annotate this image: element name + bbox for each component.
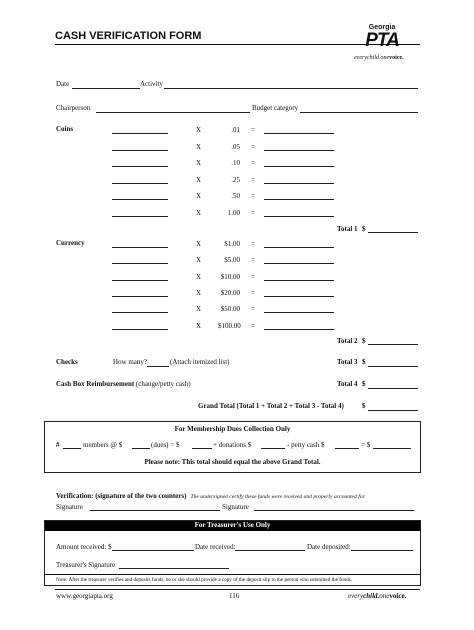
- coin-amount-field-4[interactable]: [264, 199, 334, 200]
- currency-times-3: X: [196, 288, 202, 297]
- cashbox-label-group: [56, 380, 191, 388]
- logo-georgia-text: Georgia: [368, 24, 396, 31]
- treasurer-signature-field[interactable]: [119, 568, 229, 569]
- coin-qty-field-4[interactable]: [112, 199, 168, 200]
- currency-denom-3: $20.00: [220, 288, 240, 297]
- currency-equals-5: =: [251, 321, 255, 330]
- date-received-field[interactable]: [235, 550, 305, 551]
- coin-times-4: X: [196, 192, 202, 200]
- coin-times-2: X: [196, 159, 202, 167]
- coin-equals-1: =: [251, 142, 255, 151]
- date-deposited-label: Date deposited:: [307, 543, 351, 551]
- total3-dollar: $: [362, 358, 366, 366]
- dues-amount-field[interactable]: [132, 448, 150, 449]
- members-count-field[interactable]: [63, 448, 81, 449]
- budget-category-label: Budget category: [252, 104, 299, 112]
- treasurer-box: [44, 520, 421, 586]
- verification-label: Verification: (signature of the two counters): [56, 492, 187, 500]
- currency-amount-field-0[interactable]: [264, 247, 334, 248]
- total2-field[interactable]: [368, 344, 418, 345]
- coin-qty-field-2[interactable]: [112, 166, 168, 167]
- date-deposited-field[interactable]: [351, 550, 413, 551]
- total3-field[interactable]: [368, 366, 418, 367]
- currency-amount-field-4[interactable]: [264, 312, 334, 313]
- cashbox-label: Cash Box Reimbursement: [56, 380, 135, 388]
- activity-label: Activity: [140, 80, 163, 88]
- date-label: Date: [56, 80, 70, 88]
- currency-denom-5: $100.00: [218, 321, 241, 330]
- total1-label: Total 1: [337, 225, 358, 233]
- currency-times-1: X: [196, 256, 202, 265]
- georgia-pta-logo: [352, 24, 418, 66]
- logo-tagline: everychild.onevoice.: [354, 55, 404, 61]
- currency-qty-field-5[interactable]: [112, 329, 168, 330]
- coin-amount-field-1[interactable]: [264, 150, 334, 151]
- signature1-label: Signature: [56, 503, 83, 511]
- coin-denom-5: 1.00: [227, 208, 240, 217]
- attach-list-note: (Attach itemized list): [170, 358, 230, 366]
- membership-title: For Membership Dues Collection Only: [174, 425, 291, 433]
- currency-qty-field-4[interactable]: [112, 312, 168, 313]
- total2-label: Total 2: [337, 337, 358, 345]
- coins-label: Coins: [56, 125, 74, 133]
- currency-qty-field-1[interactable]: [112, 263, 168, 264]
- logo-pta-text: PTA: [365, 30, 399, 51]
- petty-cash-label: - petty cash $: [287, 441, 325, 449]
- budget-category-field[interactable]: [300, 112, 418, 113]
- currency-times-5: X: [196, 321, 202, 330]
- footer-website: www.georgiapta.org: [56, 592, 113, 600]
- currency-denom-2: $10.00: [220, 272, 240, 281]
- checks-count-field[interactable]: [147, 366, 169, 367]
- coin-times-0: X: [196, 126, 202, 134]
- form-title: CASH VERIFICATION FORM: [55, 30, 202, 42]
- amount-received-label: Amount received: $: [56, 543, 112, 551]
- footer-rule: [55, 589, 420, 590]
- chairperson-field[interactable]: [96, 112, 250, 113]
- treasurer-title: For Treasurer's Use Only: [45, 521, 420, 531]
- coin-qty-field-1[interactable]: [112, 150, 168, 151]
- signature1-field[interactable]: [90, 510, 220, 511]
- coin-amount-field-0[interactable]: [264, 133, 334, 134]
- treasurer-signature-label: Treasurer's Signature: [56, 561, 116, 569]
- coin-equals-2: =: [251, 159, 255, 167]
- petty-cash-field[interactable]: [335, 448, 359, 449]
- dues-total-field[interactable]: [192, 448, 212, 449]
- coin-equals-0: =: [251, 126, 255, 134]
- membership-equals-label: = $: [361, 441, 371, 449]
- grand-total-field[interactable]: [368, 410, 418, 411]
- currency-amount-field-2[interactable]: [264, 280, 334, 281]
- checks-label: Checks: [56, 358, 78, 366]
- coin-qty-field-5[interactable]: [112, 216, 168, 217]
- currency-amount-field-3[interactable]: [264, 296, 334, 297]
- currency-label: Currency: [56, 239, 85, 247]
- how-many-label: How many?: [113, 358, 148, 366]
- coin-denom-0: .01: [231, 126, 240, 134]
- total1-dollar: $: [362, 225, 366, 233]
- total4-label: Total 4: [337, 380, 358, 388]
- coin-denom-1: .05: [231, 142, 240, 151]
- currency-qty-field-3[interactable]: [112, 296, 168, 297]
- currency-denom-4: $50.00: [220, 305, 240, 314]
- grand-total-dollar: $: [362, 402, 366, 410]
- coin-equals-4: =: [251, 192, 255, 200]
- date-received-label: Date received:: [195, 543, 236, 551]
- coin-times-5: X: [196, 208, 202, 217]
- currency-qty-field-0[interactable]: [112, 247, 168, 248]
- membership-note: Please note: This total should equal the above Grand Total.: [144, 458, 321, 466]
- donations-field[interactable]: [261, 448, 285, 449]
- amount-received-field[interactable]: [112, 550, 194, 551]
- total4-dollar: $: [362, 380, 366, 388]
- currency-times-0: X: [196, 240, 202, 248]
- coin-amount-field-2[interactable]: [264, 166, 334, 167]
- coin-denom-4: .50: [231, 192, 240, 200]
- footer-page-number: 116: [229, 592, 240, 600]
- donations-label: + donations $: [213, 441, 252, 449]
- verification-line: [56, 485, 366, 503]
- currency-equals-0: =: [251, 240, 255, 248]
- activity-field[interactable]: [164, 88, 418, 89]
- total3-label: Total 3: [337, 358, 358, 366]
- currency-equals-3: =: [251, 288, 255, 297]
- coin-denom-3: .25: [231, 175, 240, 184]
- date-field[interactable]: [72, 88, 140, 89]
- verification-statement: The undersigned certify these funds were received and properly accounted for.: [190, 494, 366, 500]
- grand-total-label: Grand Total (Total 1 + Total 2 + Total 3 - Total 4): [198, 402, 344, 410]
- total2-dollar: $: [362, 337, 366, 345]
- currency-times-4: X: [196, 305, 202, 314]
- total4-field[interactable]: [368, 388, 418, 389]
- currency-times-2: X: [196, 272, 202, 281]
- signature2-label: Signature: [222, 503, 249, 511]
- membership-hash: #: [56, 441, 60, 449]
- treasurer-note-divider: [45, 574, 420, 575]
- currency-equals-1: =: [251, 256, 255, 265]
- coin-qty-field-3[interactable]: [112, 183, 168, 184]
- currency-amount-field-1[interactable]: [264, 263, 334, 264]
- coin-denom-2: .10: [231, 159, 240, 167]
- currency-amount-field-5[interactable]: [264, 329, 334, 330]
- coin-equals-3: =: [251, 175, 255, 184]
- coin-amount-field-3[interactable]: [264, 183, 334, 184]
- signature2-field[interactable]: [254, 510, 414, 511]
- cashbox-note: (change/petty cash): [135, 380, 191, 388]
- footer-tagline: everychild.onevoice.: [348, 592, 407, 600]
- currency-denom-0: $1.00: [224, 240, 240, 248]
- currency-equals-4: =: [251, 305, 255, 314]
- membership-total-field[interactable]: [373, 448, 411, 449]
- chairperson-label: Chairperson: [56, 104, 91, 112]
- currency-equals-2: =: [251, 272, 255, 281]
- coin-qty-field-0[interactable]: [112, 133, 168, 134]
- treasurer-note: Note: After the treasurer verifies and deposits funds, he or she should provide a copy of the deposit slip to the person who submitted the funds.: [56, 577, 353, 583]
- coin-amount-field-5[interactable]: [264, 216, 334, 217]
- dues-label: (dues) = $: [151, 441, 180, 449]
- coin-times-1: X: [196, 142, 202, 151]
- coin-times-3: X: [196, 175, 202, 184]
- membership-dues-box: [44, 421, 421, 473]
- coin-equals-5: =: [251, 208, 255, 217]
- total1-field[interactable]: [368, 232, 418, 233]
- currency-denom-1: $5.00: [224, 256, 240, 265]
- currency-qty-field-2[interactable]: [112, 280, 168, 281]
- members-at-label: members @ $: [83, 441, 123, 449]
